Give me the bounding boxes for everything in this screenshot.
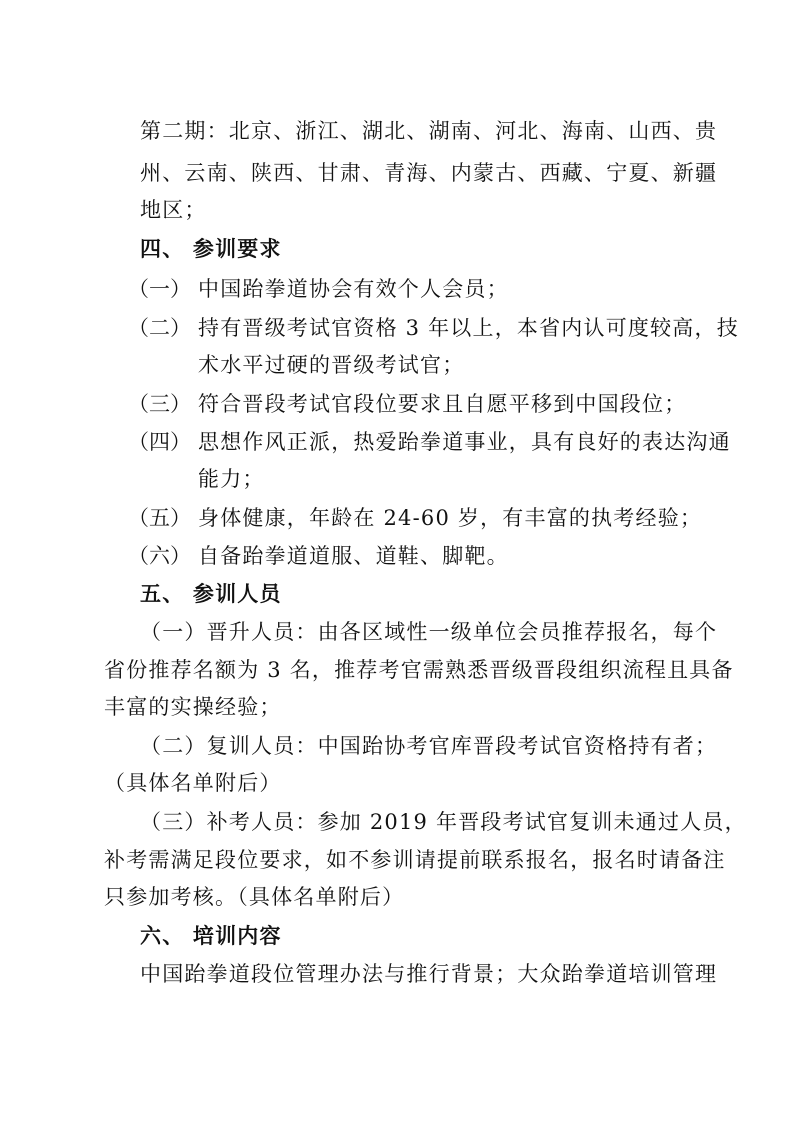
item-4-line-1: 思想作风正派，热爱跆拳道事业，具有良好的表达沟通: [198, 430, 731, 454]
s5-p1-line-1: （一）晋升人员：由各区域性一级单位会员推荐报名，每个: [140, 620, 718, 644]
item-3-number: （三）: [128, 392, 191, 416]
item-3-line-1: 符合晋段考试官段位要求且自愿平移到中国段位；: [198, 392, 687, 416]
s5-p3-line-1: （三）补考人员：参加 2019 年晋段考试官复训未通过人员，: [140, 810, 747, 834]
intro-line-1: 第二期：北京、浙江、湖北、湖南、河北、海南、山西、贵: [140, 119, 718, 143]
item-2-number: （二）: [128, 316, 191, 340]
s5-p3-line-2: 补考需满足段位要求，如不参训请提前联系报名，报名时请备注: [104, 848, 726, 872]
section-5-title: 五、 参训人员: [140, 582, 282, 606]
item-1-line-1: 中国跆拳道协会有效个人会员；: [198, 277, 509, 301]
item-4-number: （四）: [128, 430, 191, 454]
item-6-line-1: 自备跆拳道道服、道鞋、脚靶。: [198, 544, 509, 568]
item-2-line-2: 术水平过硬的晋级考试官；: [198, 353, 465, 377]
item-5-number: （五）: [128, 506, 191, 530]
item-5-line-1: 身体健康，年龄在 24-60 岁，有丰富的执考经验；: [198, 506, 703, 530]
item-2-line-1: 持有晋级考试官资格 3 年以上，本省内认可度较高，技: [198, 316, 739, 340]
item-6-number: （六）: [128, 544, 191, 568]
section-6-title: 六、 培训内容: [140, 924, 282, 948]
intro-line-2: 州、云南、陕西、甘肃、青海、内蒙古、西藏、宁夏、新疆: [140, 161, 718, 185]
s5-p1-line-2: 省份推荐名额为 3 名，推荐考官需熟悉晋级晋段组织流程且具备: [104, 658, 734, 682]
s5-p2-line-2: （具体名单附后）: [104, 771, 282, 795]
s5-p3-line-3: 只参加考核。（具体名单附后）: [104, 885, 405, 909]
section-4-title: 四、 参训要求: [140, 237, 282, 261]
s5-p2-line-1: （二）复训人员：中国跆协考官库晋段考试官资格持有者；: [140, 734, 718, 758]
item-4-line-2: 能力；: [198, 467, 265, 491]
intro-line-3: 地区；: [140, 198, 207, 222]
s6-line-1: 中国跆拳道段位管理办法与推行背景；大众跆拳道培训管理: [140, 962, 718, 986]
item-1-number: （一）: [128, 277, 191, 301]
s5-p1-line-3: 丰富的实操经验；: [104, 695, 282, 719]
